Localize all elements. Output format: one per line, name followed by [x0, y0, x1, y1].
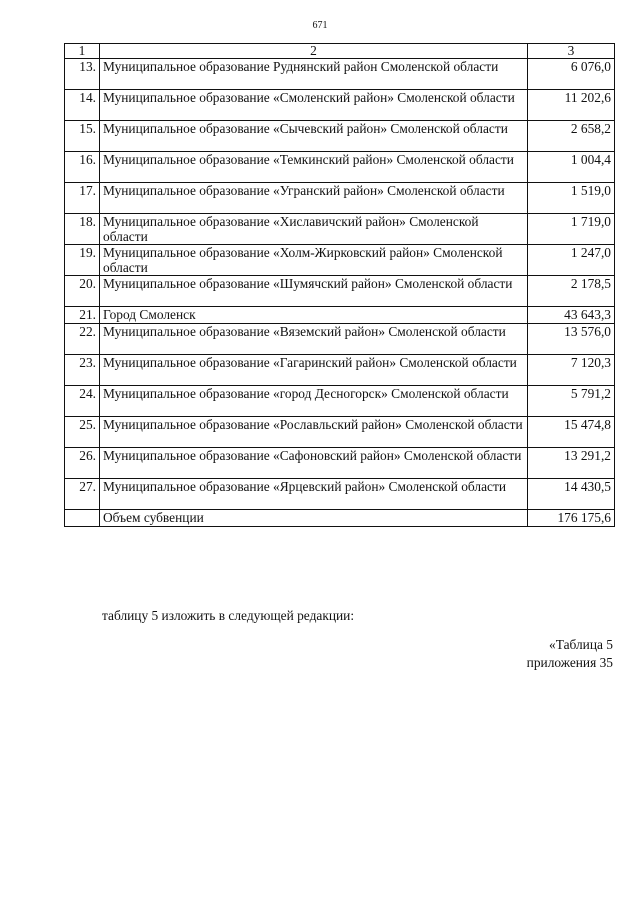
- table-row: [65, 245, 615, 276]
- row-number: 27.: [65, 479, 100, 510]
- municipality-name: Муниципальное образование «Смоленский район» Смоленской области: [100, 90, 528, 121]
- table-caption: [413, 636, 613, 672]
- subvention-value: 5 791,2: [528, 386, 615, 417]
- table-row: [65, 183, 615, 214]
- municipality-name: Муниципальное образование «Ярцевский район» Смоленской области: [100, 479, 528, 510]
- municipality-name: Муниципальное образование «Угранский район» Смоленской области: [100, 183, 528, 214]
- subvention-value: 14 430,5: [528, 479, 615, 510]
- row-number: 13.: [65, 59, 100, 90]
- table-row: [65, 510, 615, 527]
- municipality-name: Муниципальное образование «Шумячский район» Смоленской области: [100, 276, 528, 307]
- table-row: [65, 355, 615, 386]
- table-row: [65, 276, 615, 307]
- municipality-name: Муниципальное образование «Рославльский район» Смоленской области: [100, 417, 528, 448]
- subvention-value: 1 719,0: [528, 214, 615, 245]
- subvention-value: 2 658,2: [528, 121, 615, 152]
- subvention-value: 13 576,0: [528, 324, 615, 355]
- row-number: 21.: [65, 307, 100, 324]
- subvention-value: 6 076,0: [528, 59, 615, 90]
- table-row: [65, 448, 615, 479]
- page-number: 671: [312, 20, 328, 31]
- municipality-name: Город Смоленск: [100, 307, 528, 324]
- row-number: 16.: [65, 152, 100, 183]
- municipality-name: Муниципальное образование «Вяземский район» Смоленской области: [100, 324, 528, 355]
- row-number: 17.: [65, 183, 100, 214]
- instruction-text: таблицу 5 изложить в следующей редакции:: [102, 608, 355, 623]
- subvention-value: 15 474,8: [528, 417, 615, 448]
- municipality-name: Муниципальное образование Руднянский район Смоленской области: [100, 59, 528, 90]
- row-number: 20.: [65, 276, 100, 307]
- row-number: 19.: [65, 245, 100, 276]
- subvention-value: 2 178,5: [528, 276, 615, 307]
- municipality-name: Объем субвенции: [100, 510, 528, 527]
- municipality-name: Муниципальное образование «Хиславичский район» Смоленской области: [100, 214, 528, 245]
- table-row: [65, 417, 615, 448]
- subvention-value: 1 004,4: [528, 152, 615, 183]
- subvention-value: 1 247,0: [528, 245, 615, 276]
- table-row: [65, 59, 615, 90]
- municipality-name: Муниципальное образование «Гагаринский район» Смоленской области: [100, 355, 528, 386]
- subvention-value: 43 643,3: [528, 307, 615, 324]
- table-row: [65, 386, 615, 417]
- header-col-3: 3: [528, 44, 615, 59]
- table-row: [65, 307, 615, 324]
- subvention-table: [64, 43, 615, 527]
- row-number: 24.: [65, 386, 100, 417]
- table-row: [65, 152, 615, 183]
- row-number: 25.: [65, 417, 100, 448]
- row-number: 23.: [65, 355, 100, 386]
- row-number: 18.: [65, 214, 100, 245]
- subvention-value: 13 291,2: [528, 448, 615, 479]
- municipality-name: Муниципальное образование «Темкинский район» Смоленской области: [100, 152, 528, 183]
- table-row: [65, 479, 615, 510]
- table-header-row: [65, 44, 615, 59]
- caption-line-1: «Таблица 5: [549, 637, 613, 652]
- subvention-value: 7 120,3: [528, 355, 615, 386]
- municipality-name: Муниципальное образование «город Десногорск» Смоленской области: [100, 386, 528, 417]
- row-number: 14.: [65, 90, 100, 121]
- row-number: [65, 510, 100, 527]
- table-row: [65, 324, 615, 355]
- row-number: 15.: [65, 121, 100, 152]
- municipality-name: Муниципальное образование «Сафоновский район» Смоленской области: [100, 448, 528, 479]
- subvention-value: 11 202,6: [528, 90, 615, 121]
- row-number: 22.: [65, 324, 100, 355]
- municipality-name: Муниципальное образование «Сычевский район» Смоленской области: [100, 121, 528, 152]
- table-row: [65, 90, 615, 121]
- caption-line-2: приложения 35: [526, 655, 613, 670]
- subvention-value: 1 519,0: [528, 183, 615, 214]
- header-col-2: 2: [100, 44, 528, 59]
- subvention-value: 176 175,6: [528, 510, 615, 527]
- table-row: [65, 214, 615, 245]
- row-number: 26.: [65, 448, 100, 479]
- header-col-1: 1: [65, 44, 100, 59]
- municipality-name: Муниципальное образование «Холм-Жирковский район» Смоленской области: [100, 245, 528, 276]
- table-row: [65, 121, 615, 152]
